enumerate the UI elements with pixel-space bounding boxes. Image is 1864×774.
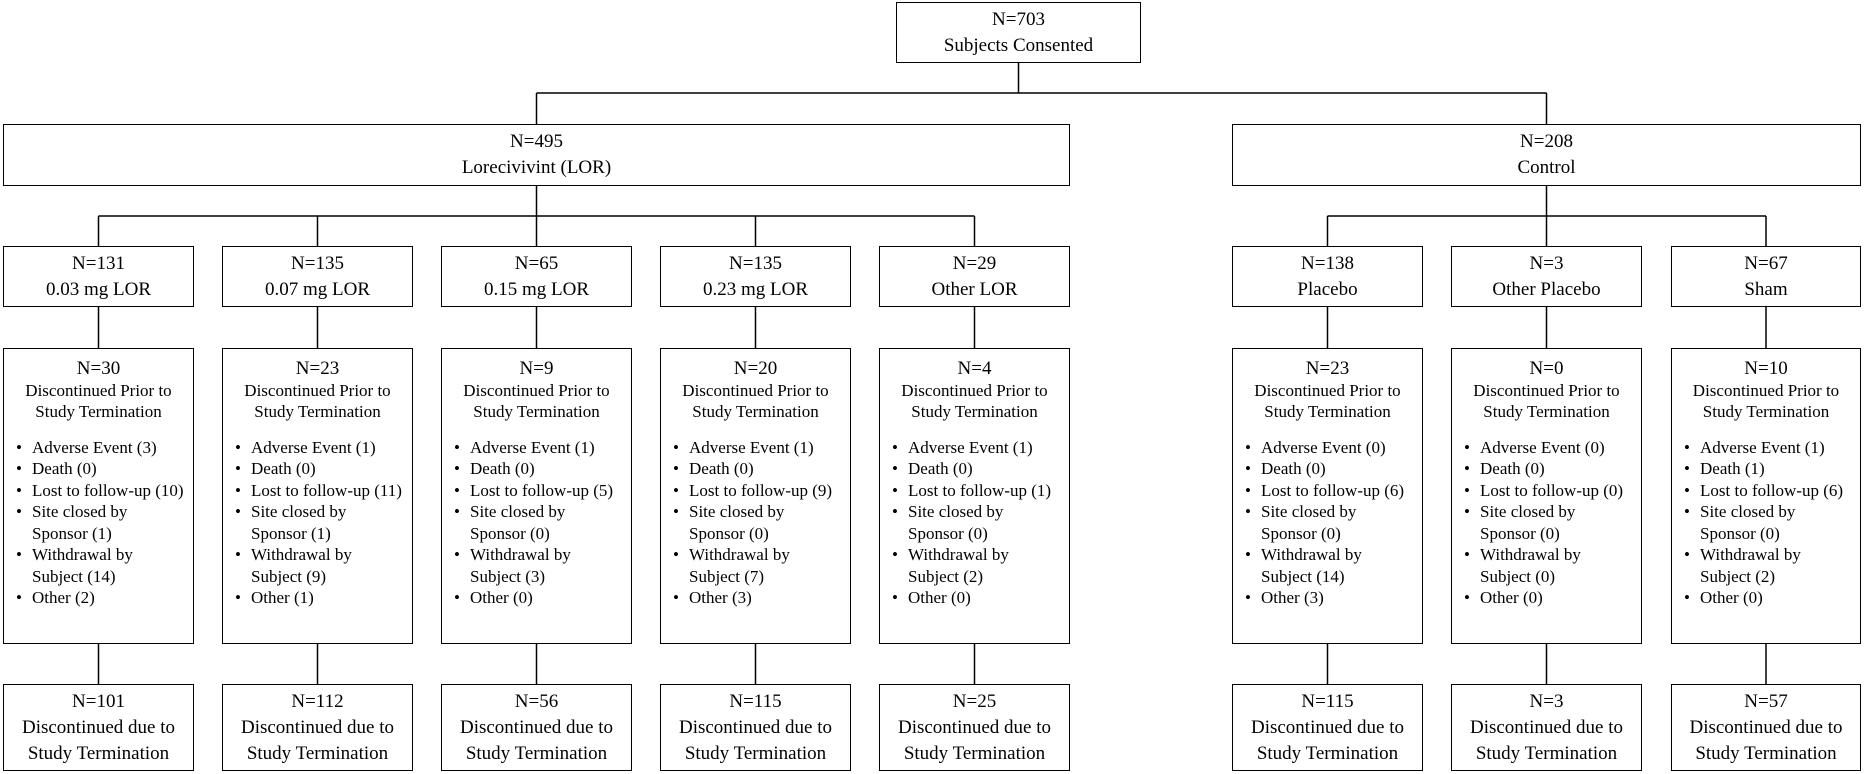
reason-text: • Lost to follow-up (6) xyxy=(1261,480,1405,500)
reason-item xyxy=(890,437,1065,459)
arm-count: N=131 xyxy=(72,252,125,274)
prior-title-line: Study Termination xyxy=(1702,402,1830,421)
reason-text: • Site closed by xyxy=(1700,502,1796,521)
arm-count: N=138 xyxy=(1301,252,1354,274)
arm-label: 0.07 mg LOR xyxy=(264,278,371,300)
reason-text: • Withdrawal by xyxy=(470,545,571,564)
reason-text: • Other (0) xyxy=(908,588,971,607)
group-count: N=495 xyxy=(510,131,563,152)
reason-item xyxy=(671,501,846,544)
prior-box-0-4 xyxy=(879,348,1070,644)
reason-text: • Death (0) xyxy=(1261,459,1326,478)
final-count: N=3 xyxy=(1529,690,1564,712)
reason-text: Sponsor (0) xyxy=(1261,523,1341,543)
reason-text: Sponsor (0) xyxy=(689,523,769,543)
final-count: N=115 xyxy=(729,690,782,712)
prior-title-line: Study Termination xyxy=(1483,402,1610,421)
arm-label: Other Placebo xyxy=(1492,278,1601,300)
arm-label: Other LOR xyxy=(931,278,1018,300)
prior-box-1-2 xyxy=(1671,348,1861,644)
reason-item xyxy=(14,437,189,459)
reason-text: • Site closed by xyxy=(908,502,1004,521)
reason-text: • Adverse Event (1) xyxy=(689,437,814,457)
reason-item xyxy=(1243,587,1418,609)
prior-title-line: Discontinued Prior to xyxy=(1254,380,1401,400)
reason-list xyxy=(1672,437,1860,609)
reason-text: • Adverse Event (1) xyxy=(1700,437,1825,457)
prior-title-line: Study Termination xyxy=(911,402,1038,421)
final-title-line: Discontinued due to xyxy=(678,716,833,738)
prior-title-line: Discontinued Prior to xyxy=(901,380,1048,400)
reason-text: • Adverse Event (0) xyxy=(1480,437,1605,457)
reason-text: • Site closed by xyxy=(1261,502,1357,521)
reason-item xyxy=(14,480,189,502)
prior-title-line: Study Termination xyxy=(254,402,381,421)
reason-text: • Adverse Event (3) xyxy=(32,437,157,457)
root-label: Subjects Consented xyxy=(943,34,1094,56)
arm-label: Placebo xyxy=(1297,278,1358,300)
reason-text: • Adverse Event (1) xyxy=(470,437,595,457)
reason-text: • Lost to follow-up (1) xyxy=(908,480,1052,500)
final-title-line: Study Termination xyxy=(465,742,608,764)
reason-item xyxy=(1243,458,1418,480)
arm-box-0-0 xyxy=(3,246,194,307)
reason-item xyxy=(1682,544,1856,587)
root-box xyxy=(896,2,1141,63)
reason-text: • Death (0) xyxy=(251,459,316,478)
reason-item xyxy=(233,458,408,480)
reason-text: • Site closed by xyxy=(689,502,785,521)
final-box-0-3 xyxy=(660,684,851,771)
reason-item xyxy=(1243,544,1418,587)
group-label: Control xyxy=(1517,157,1576,178)
arm-count: N=67 xyxy=(1744,252,1788,274)
reason-text: • Site closed by xyxy=(251,502,347,521)
reason-text: Sponsor (1) xyxy=(32,523,112,543)
reason-text: • Death (1) xyxy=(1700,459,1765,478)
reason-text: • Death (0) xyxy=(32,459,97,478)
reason-list xyxy=(223,437,412,609)
reason-item xyxy=(233,437,408,459)
final-title-line: Discontinued due to xyxy=(1250,716,1405,738)
group-box-0 xyxy=(3,124,1070,186)
arm-count: N=65 xyxy=(514,252,559,274)
final-title-line: Study Termination xyxy=(1475,742,1618,764)
reason-text: • Other (0) xyxy=(1700,588,1763,607)
prior-title-line: Study Termination xyxy=(1264,402,1391,421)
reason-text: Subject (3) xyxy=(470,566,546,586)
arm-box-0-4 xyxy=(879,246,1070,307)
reason-item xyxy=(890,544,1065,587)
reason-item xyxy=(452,437,627,459)
reason-item xyxy=(1462,544,1637,587)
reason-text: • Death (0) xyxy=(689,459,754,478)
prior-count: N=4 xyxy=(957,358,992,379)
reason-text: • Lost to follow-up (0) xyxy=(1480,480,1624,500)
final-title-line: Discontinued due to xyxy=(21,716,176,738)
arm-box-0-3 xyxy=(660,246,851,307)
reason-item xyxy=(14,501,189,544)
reason-item xyxy=(1682,458,1856,480)
final-title-line: Study Termination xyxy=(903,742,1046,764)
reason-item xyxy=(1243,437,1418,459)
final-box-1-0 xyxy=(1232,684,1423,771)
reason-item xyxy=(1682,437,1856,459)
final-title-line: Discontinued due to xyxy=(459,716,614,738)
arm-label: 0.15 mg LOR xyxy=(483,278,590,300)
reason-text: • Site closed by xyxy=(32,502,128,521)
reason-text: Sponsor (0) xyxy=(1480,523,1560,543)
prior-title-line: Discontinued Prior to xyxy=(1692,380,1840,400)
reason-text: • Death (0) xyxy=(908,459,973,478)
arm-box-1-2 xyxy=(1671,246,1861,307)
reason-item xyxy=(14,587,189,609)
final-title-line: Discontinued due to xyxy=(1469,716,1624,738)
reason-text: • Lost to follow-up (10) xyxy=(32,480,184,500)
arm-box-0-2 xyxy=(441,246,632,307)
final-count: N=56 xyxy=(514,690,559,712)
prior-title-line: Study Termination xyxy=(473,402,600,421)
final-title-line: Discontinued due to xyxy=(897,716,1052,738)
final-box-0-4 xyxy=(879,684,1070,771)
prior-count: N=23 xyxy=(295,358,340,379)
prior-box-1-0 xyxy=(1232,348,1423,644)
reason-text: • Withdrawal by xyxy=(1480,545,1581,564)
reason-item xyxy=(452,458,627,480)
prior-box-0-3 xyxy=(660,348,851,644)
reason-item xyxy=(14,544,189,587)
arm-label: 0.23 mg LOR xyxy=(702,278,809,300)
prior-count: N=23 xyxy=(1305,358,1350,379)
reason-text: • Other (0) xyxy=(1480,588,1543,607)
final-count: N=25 xyxy=(952,690,997,712)
reason-text: • Lost to follow-up (6) xyxy=(1700,480,1844,500)
reason-list xyxy=(1233,437,1422,609)
arm-count: N=135 xyxy=(729,252,782,274)
reason-text: Subject (9) xyxy=(251,566,327,586)
reason-text: • Lost to follow-up (11) xyxy=(251,480,402,500)
reason-text: • Adverse Event (1) xyxy=(251,437,376,457)
reason-text: • Site closed by xyxy=(1480,502,1576,521)
reason-text: Subject (0) xyxy=(1480,566,1556,586)
reason-text: Subject (2) xyxy=(1700,566,1776,586)
prior-title-line: Study Termination xyxy=(692,402,819,421)
reason-text: • Lost to follow-up (9) xyxy=(689,480,833,500)
prior-count: N=20 xyxy=(733,358,778,379)
reason-text: Sponsor (0) xyxy=(908,523,988,543)
final-count: N=115 xyxy=(1301,690,1354,712)
final-box-0-2 xyxy=(441,684,632,771)
final-box-1-2 xyxy=(1671,684,1861,771)
reason-item xyxy=(233,587,408,609)
final-count: N=101 xyxy=(72,690,125,712)
reason-item xyxy=(1682,587,1856,609)
final-title-line: Study Termination xyxy=(1256,742,1399,764)
reason-item xyxy=(233,501,408,544)
reason-list xyxy=(880,437,1069,609)
reason-item xyxy=(671,437,846,459)
reason-item xyxy=(1243,501,1418,544)
reason-item xyxy=(1462,458,1637,480)
prior-title-line: Study Termination xyxy=(35,402,162,421)
reason-text: • Withdrawal by xyxy=(1261,545,1362,564)
reason-item xyxy=(1462,480,1637,502)
reason-text: Sponsor (0) xyxy=(470,523,550,543)
reason-item xyxy=(1462,437,1637,459)
reason-text: • Death (0) xyxy=(470,459,535,478)
final-count: N=112 xyxy=(291,690,344,712)
reason-item xyxy=(671,544,846,587)
reason-text: • Adverse Event (0) xyxy=(1261,437,1386,457)
reason-item xyxy=(233,480,408,502)
final-title-line: Study Termination xyxy=(684,742,827,764)
reason-item xyxy=(452,544,627,587)
group-count: N=208 xyxy=(1520,131,1573,152)
reason-item xyxy=(14,458,189,480)
arm-box-1-1 xyxy=(1451,246,1642,307)
reason-text: • Lost to follow-up (5) xyxy=(470,480,614,500)
reason-item xyxy=(671,480,846,502)
root-count: N=703 xyxy=(992,8,1045,30)
prior-box-0-2 xyxy=(441,348,632,644)
reason-item xyxy=(890,458,1065,480)
group-label: Lorecivivint (LOR) xyxy=(461,157,612,178)
reason-list xyxy=(1452,437,1641,609)
arm-count: N=29 xyxy=(952,252,997,274)
reason-item xyxy=(452,480,627,502)
reason-text: • Other (0) xyxy=(470,588,533,607)
prior-count: N=30 xyxy=(76,358,121,379)
reason-item xyxy=(452,587,627,609)
reason-item xyxy=(1462,501,1637,544)
reason-text: • Withdrawal by xyxy=(251,545,352,564)
group-box-1 xyxy=(1232,124,1861,186)
final-title-line: Discontinued due to xyxy=(1689,716,1843,738)
reason-text: • Withdrawal by xyxy=(689,545,790,564)
reason-item xyxy=(1243,480,1418,502)
final-box-0-1 xyxy=(222,684,413,771)
arm-label: 0.03 mg LOR xyxy=(45,278,152,300)
prior-count: N=10 xyxy=(1744,358,1788,379)
reason-item xyxy=(1682,480,1856,502)
reason-text: • Other (1) xyxy=(251,588,314,607)
reason-text: • Adverse Event (1) xyxy=(908,437,1033,457)
reason-text: • Other (2) xyxy=(32,588,95,607)
reason-item xyxy=(671,458,846,480)
reason-text: Sponsor (1) xyxy=(251,523,331,543)
reason-text: Sponsor (0) xyxy=(1700,523,1780,543)
reason-text: Subject (2) xyxy=(908,566,984,586)
prior-title-line: Discontinued Prior to xyxy=(682,380,829,400)
arm-box-1-0 xyxy=(1232,246,1423,307)
reason-item xyxy=(233,544,408,587)
reason-item xyxy=(890,480,1065,502)
prior-title-line: Discontinued Prior to xyxy=(244,380,391,400)
prior-title-line: Discontinued Prior to xyxy=(25,380,172,400)
final-count: N=57 xyxy=(1744,690,1788,712)
final-box-1-1 xyxy=(1451,684,1642,771)
final-title-line: Study Termination xyxy=(246,742,389,764)
prior-count: N=9 xyxy=(519,358,554,379)
reason-text: • Death (0) xyxy=(1480,459,1545,478)
reason-item xyxy=(890,587,1065,609)
reason-text: • Withdrawal by xyxy=(908,545,1009,564)
reason-text: • Other (3) xyxy=(1261,588,1324,607)
reason-item xyxy=(452,501,627,544)
prior-box-1-1 xyxy=(1451,348,1642,644)
reason-list xyxy=(661,437,850,609)
arm-label: Sham xyxy=(1744,278,1788,300)
reason-text: Subject (7) xyxy=(689,566,765,586)
reason-item xyxy=(671,587,846,609)
prior-title-line: Discontinued Prior to xyxy=(1473,380,1620,400)
arm-count: N=3 xyxy=(1529,252,1564,274)
final-box-0-0 xyxy=(3,684,194,771)
final-title-line: Study Termination xyxy=(27,742,170,764)
prior-title-line: Discontinued Prior to xyxy=(463,380,610,400)
reason-text: • Withdrawal by xyxy=(32,545,133,564)
reason-item xyxy=(1462,587,1637,609)
arm-box-0-1 xyxy=(222,246,413,307)
prior-box-0-1 xyxy=(222,348,413,644)
reason-text: • Other (3) xyxy=(689,588,752,607)
arm-count: N=135 xyxy=(291,252,344,274)
reason-text: Subject (14) xyxy=(32,566,116,586)
final-title-line: Study Termination xyxy=(1695,742,1837,764)
final-title-line: Discontinued due to xyxy=(240,716,395,738)
prior-box-0-0 xyxy=(3,348,194,644)
reason-text: • Site closed by xyxy=(470,502,566,521)
reason-item xyxy=(1682,501,1856,544)
reason-list xyxy=(442,437,631,609)
reason-text: • Withdrawal by xyxy=(1700,545,1801,564)
reason-text: Subject (14) xyxy=(1261,566,1345,586)
reason-list xyxy=(4,437,193,609)
prior-count: N=0 xyxy=(1529,358,1564,379)
reason-item xyxy=(890,501,1065,544)
